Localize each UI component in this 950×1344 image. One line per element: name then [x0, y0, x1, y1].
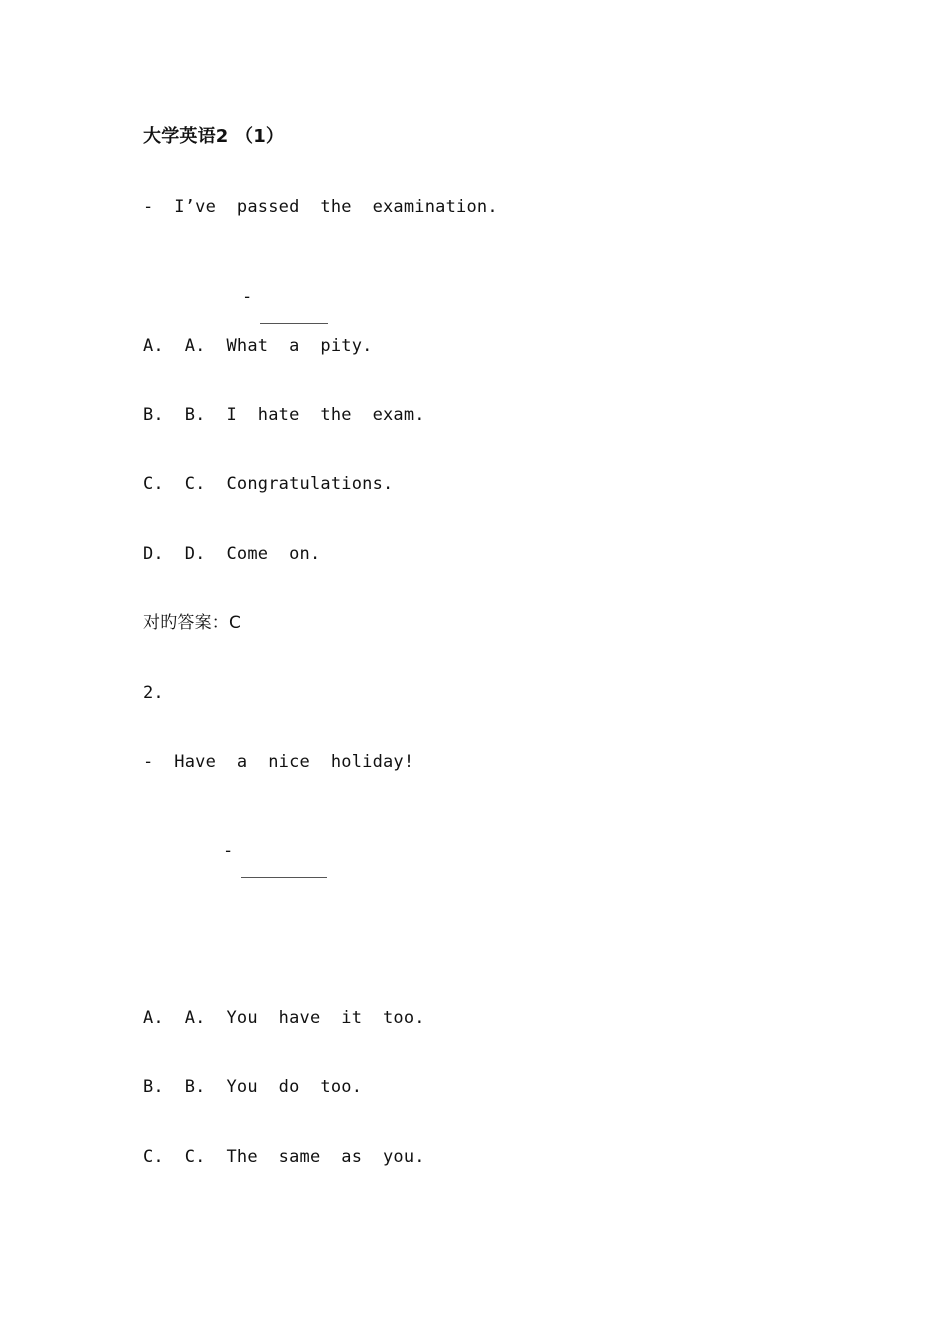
- question-1-prompt: - I’ve passed the examination.: [143, 197, 498, 217]
- answer-blank-line: [241, 863, 327, 878]
- question-2-option-b: B. B. You do too.: [143, 1077, 363, 1097]
- question-1-option-a: A. A. What a pity.: [143, 336, 373, 356]
- question-1-option-d: D. D. Come on.: [143, 544, 321, 564]
- question-1-option-c: C. C. Congratulations.: [143, 474, 394, 494]
- question-2-option-c: C. C. The same as you.: [143, 1147, 425, 1167]
- response-dash: -: [241, 287, 253, 307]
- response-dash: -: [222, 841, 234, 861]
- question-2-response: [182, 818, 327, 906]
- question-2-prompt: - Have a nice holiday!: [143, 752, 415, 772]
- answer-blank-line: [260, 309, 328, 324]
- question-2-option-a: A. A. You have it too.: [143, 1008, 425, 1028]
- question-1-option-b: B. B. I hate the exam.: [143, 405, 425, 425]
- document-title: 大学英语2 （1）: [143, 126, 285, 147]
- question-2-number: 2.: [143, 683, 164, 703]
- question-1-answer: 对旳答案：C: [143, 613, 242, 633]
